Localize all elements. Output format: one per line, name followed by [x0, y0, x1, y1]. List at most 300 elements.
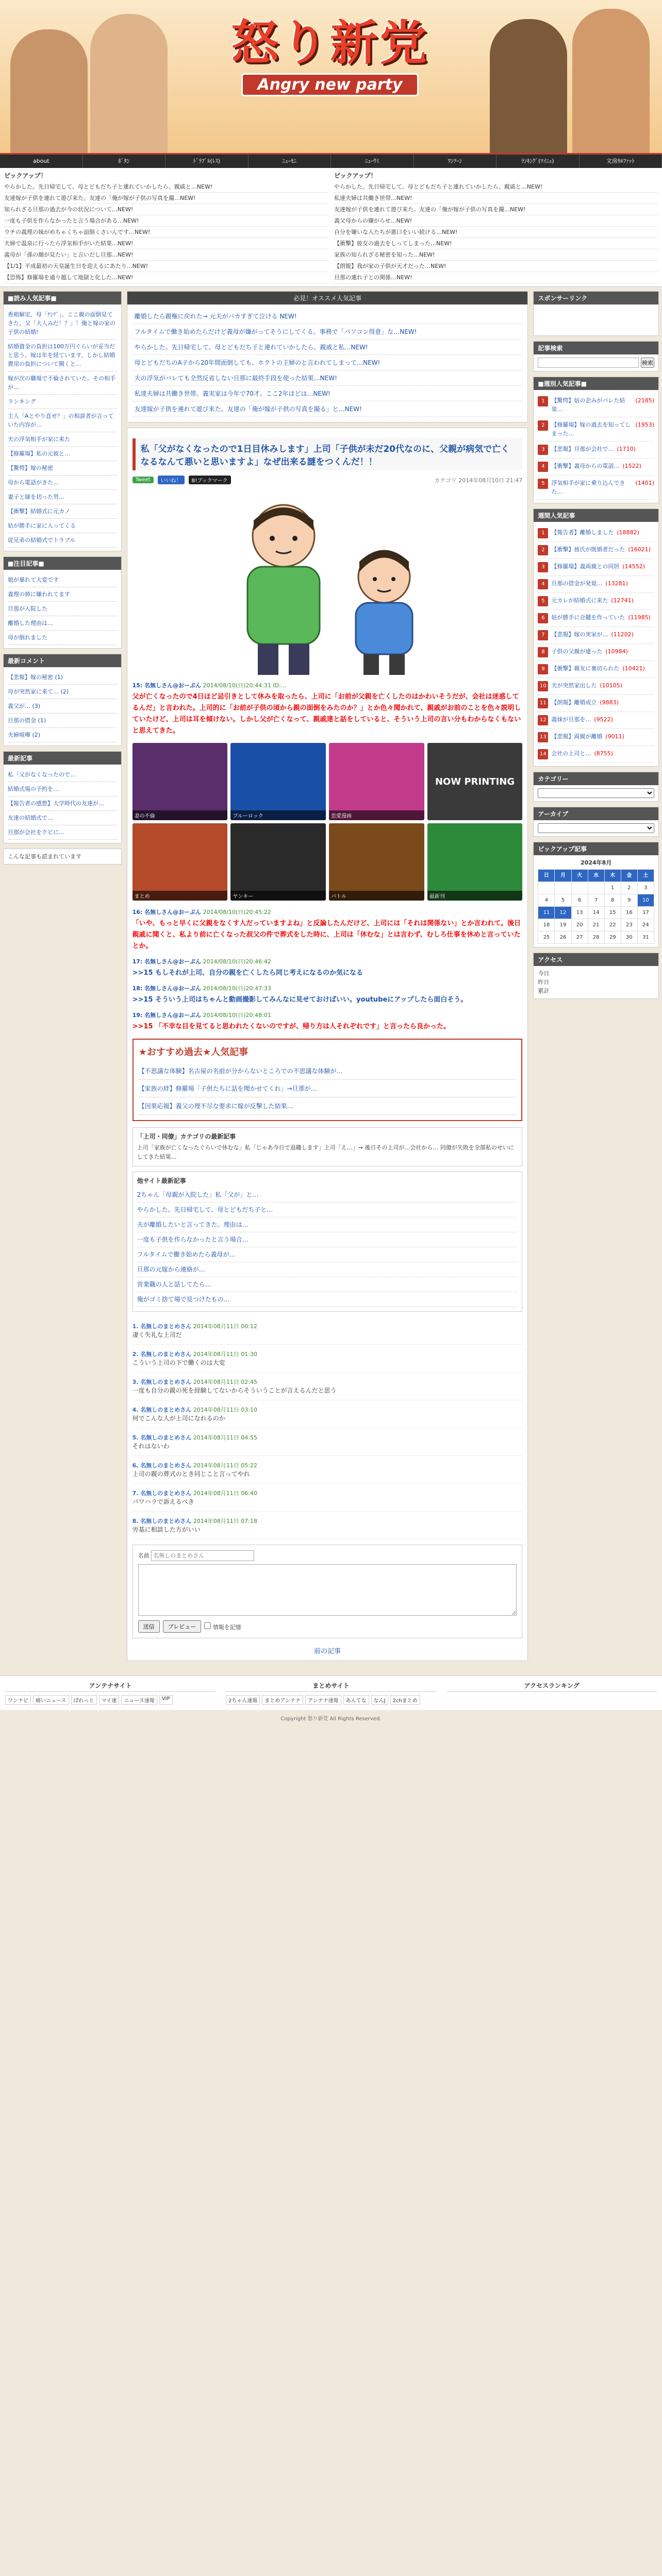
comment-body: 何でこんな人が上司になれるのか: [132, 1415, 225, 1422]
response-header: [133, 1010, 523, 1021]
ad-thumbnails: [133, 743, 523, 901]
calendar-day[interactable]: 11: [538, 907, 555, 919]
sidebar-link[interactable]: 【驚愕】嫁の秘密: [8, 461, 117, 476]
response-header: [133, 680, 523, 691]
comment-header: [133, 1461, 523, 1469]
related-link[interactable]: 一度も子供を作らなかったと言う場合…: [137, 1232, 518, 1247]
comments-section: [133, 1317, 523, 1539]
pickup-item[interactable]: 友達嫁が子供を連れて遊び来た。友達の「俺が嫁が子供の写真を撮…NEW!: [4, 193, 328, 204]
recommended-item[interactable]: 私達夫婦は共働き世帯。義実家は今年で70才、ここ2年ほどは…NEW!: [133, 386, 523, 401]
comment-body: 一度も自分の親の死を経験してないからそういうことが言えるんだと思う: [132, 1387, 337, 1394]
footer-tag[interactable]: 2chまとめ: [390, 1695, 420, 1705]
comment-header: [133, 1322, 523, 1330]
name-input[interactable]: [151, 1550, 254, 1561]
ranking-item[interactable]: [538, 459, 654, 476]
response: [133, 1010, 523, 1032]
rank-number: 12: [538, 715, 548, 725]
comment-textarea[interactable]: [138, 1564, 517, 1616]
nav-newmoni[interactable]: ﾆｭｰﾓﾆ: [249, 155, 332, 168]
comment-author: 4. 名無しのまとめさん: [132, 1406, 192, 1413]
pickup-item[interactable]: 夫婦で温泉に行ったら浮気相手がいた結果…NEW!: [4, 238, 328, 249]
sidebar-link[interactable]: 義理の姉に嫌われてます: [8, 587, 117, 602]
rank-number: 11: [538, 698, 548, 708]
comment-author: 2. 名無しのまとめさん: [132, 1351, 192, 1358]
thumbnail-caption: 最新刊: [427, 891, 523, 901]
sidebar-link[interactable]: 夫の浮気相手が家に来た: [8, 432, 117, 447]
calendar-day[interactable]: 9: [621, 894, 637, 907]
recommended-item[interactable]: 母とどもだちのA子から20年間面倒しても、ホクトの主婦のと言われてしまって…NEW!: [133, 355, 523, 370]
rank-count: (9883): [600, 699, 619, 706]
box-title: ■注目記事■: [4, 557, 121, 570]
sidebar-link[interactable]: 【修羅場】私の元彼と…: [8, 447, 117, 461]
nav-wantsuun[interactable]: ﾜﾝﾂｰﾝ: [414, 155, 497, 168]
pickup-item[interactable]: 【恐怖】修羅場を通り越して地獄と化した…NEW!: [4, 272, 328, 283]
featured-box: [3, 556, 122, 649]
related-link[interactable]: 2ちゃん「母親が入院した」私「父が」と…: [137, 1188, 518, 1202]
ranking-item[interactable]: [538, 746, 654, 763]
sidebar-link[interactable]: 友達の結婚式で…: [8, 811, 117, 825]
ad-thumbnail[interactable]: [427, 823, 523, 901]
ranking-item[interactable]: [538, 695, 654, 712]
sidebar-link[interactable]: 香箱解定、母「ﾅﾝﾃﾞ」、ここ親の面倒見てきた、父「大人みだ！？」！俺と嫁の家の子供の結婚!: [8, 308, 117, 340]
footer-tag[interactable]: なんJ: [371, 1695, 388, 1705]
rank-count: (8755): [594, 750, 613, 757]
calendar-day[interactable]: 18: [538, 919, 555, 931]
ranking-item[interactable]: [538, 559, 654, 576]
comment: [133, 1456, 523, 1484]
comment-body: こういう上司の下で働くのは大変: [132, 1359, 225, 1366]
rank-number: 2: [538, 420, 548, 431]
pickup-item[interactable]: 知られざる旦那の過去が今の状況について…NEW!: [4, 204, 328, 215]
footer-tag[interactable]: 痛いニュース: [33, 1695, 69, 1705]
response-author: 17: 名無しさん@おーぷん: [132, 958, 201, 965]
pickup-item[interactable]: ウチの義理の妹がめちゃくちゃ面倒くさいんです…NEW!: [4, 227, 328, 238]
pickup-item[interactable]: 義父母からの嫌がらせ…NEW!: [334, 215, 658, 227]
calendar-day[interactable]: 15: [604, 907, 621, 919]
calendar-day[interactable]: 12: [555, 907, 571, 919]
calendar-day[interactable]: 6: [571, 894, 588, 907]
category-latest-box: [133, 1127, 523, 1166]
site-title-jp: 怒り新党: [230, 15, 429, 71]
sidebar-link[interactable]: 妻子と縁を切った男…: [8, 490, 117, 504]
calendar-day[interactable]: 1: [604, 882, 621, 894]
rank-count: (1710): [617, 446, 636, 452]
calendar-weekday: 木: [604, 870, 621, 882]
response-header: [133, 956, 523, 968]
ranking-item[interactable]: [538, 393, 654, 417]
content-layout: [0, 287, 662, 1670]
past-article-link[interactable]: 【家族の絆】修羅場「子供たちに話を聞かせてくれ」→旦那が…: [139, 1080, 517, 1097]
ranking-item[interactable]: [538, 729, 654, 746]
calendar-day[interactable]: 19: [555, 919, 571, 931]
response-date: 2014/08/10(日)20:48:01: [203, 1012, 271, 1019]
ad-thumbnail[interactable]: [230, 823, 326, 901]
ranking-box-2: [533, 509, 659, 767]
rank-count: (12741): [611, 597, 634, 604]
comment: [133, 1484, 523, 1512]
comment-header: [133, 1378, 523, 1386]
nav-about[interactable]: about: [0, 155, 83, 168]
rank-count: (10105): [600, 682, 622, 689]
footer-col-matome: まとめサイト: [226, 1681, 436, 1692]
category-select[interactable]: [538, 788, 654, 798]
ranking-item[interactable]: [538, 417, 654, 442]
footer-col-ranking: アクセスランキング: [446, 1681, 657, 1692]
pickup-item[interactable]: 【朗報】我が家の子供が天才だった…NEW!: [334, 261, 658, 272]
left-sidebar: [3, 291, 122, 1666]
related-link[interactable]: フルタイムで働き始めたら義母が…: [137, 1247, 518, 1262]
sidebar-link[interactable]: 主人「Aとやり直せ？」の相談者が言っていた内容が…: [8, 409, 117, 432]
related-link[interactable]: 営業職の人と話してたら…: [137, 1277, 518, 1292]
ranking-item[interactable]: [538, 476, 654, 500]
ad-thumbnail[interactable]: [133, 743, 228, 820]
recommended-item[interactable]: 離婚したら親権に戻れた→ 元夫がバカすぎて泣ける NEW!: [133, 309, 523, 324]
response-author: 19: 名無しさん@おーぷん: [132, 1012, 201, 1019]
related-link[interactable]: 旦那の元嫁から連絡が…: [137, 1262, 518, 1277]
ranking-item[interactable]: [538, 661, 654, 678]
calendar-day[interactable]: 5: [555, 894, 571, 907]
response: [133, 680, 523, 737]
calendar-day[interactable]: 23: [621, 919, 637, 931]
pickup-item[interactable]: 家族の知られざる秘密を知った…NEW!: [334, 249, 658, 261]
latest-comments-box: [3, 654, 122, 746]
rank-count: (9522): [594, 716, 613, 723]
ranking-item[interactable]: [538, 644, 654, 661]
ranking-item[interactable]: [538, 542, 654, 559]
recommended-item[interactable]: やらかした。先日帰宅して、母とどもだち子と連れていかしたら、親戚と私…NEW!: [133, 340, 523, 355]
calendar-day[interactable]: 10: [637, 894, 654, 907]
header-figure-3: [490, 19, 567, 153]
related-title: 他サイト最新記事: [137, 1177, 186, 1184]
ranking-item[interactable]: [538, 678, 654, 695]
rank-count: (13281): [605, 580, 628, 587]
footer-tag[interactable]: VIP: [159, 1695, 173, 1705]
box-title: ■読み人気記事■: [4, 292, 121, 304]
comment-date: 2014年08月11日 06:40: [193, 1490, 257, 1497]
footer-tag[interactable]: ワンナビ: [5, 1695, 31, 1705]
sponsor-title: スポンサーリンク: [534, 292, 658, 304]
footer-tag[interactable]: まとめアンテナ: [262, 1695, 303, 1705]
comment-date: 2014年08月11日 01:30: [193, 1351, 257, 1358]
recommended-item[interactable]: 夫の浮気がバレても全然反省しない旦那に最終手段を使った結果…NEW!: [133, 370, 523, 386]
ranking-item[interactable]: [538, 576, 654, 593]
footer-tag[interactable]: ぱれっと: [71, 1695, 97, 1705]
search-input[interactable]: [538, 358, 639, 368]
sidebar-link[interactable]: 結婚式場の予約を…: [8, 782, 117, 796]
rank-count: (10984): [605, 648, 628, 655]
pickup-item[interactable]: 自分を嫌いな人たちが悪口をいい続ける…NEW!: [334, 227, 658, 238]
pickup-section: [0, 168, 662, 287]
sponsor-box: [533, 291, 659, 336]
calendar-day[interactable]: 3: [637, 882, 654, 894]
rank-number: 3: [538, 445, 548, 455]
rank-number: 8: [538, 647, 548, 657]
ad-thumbnail[interactable]: [329, 823, 424, 901]
comment-author: 5. 名無しのまとめさん: [132, 1434, 192, 1441]
search-box: [533, 341, 659, 371]
pickup-item[interactable]: 義母が「孫の顔が見たい」と言いだし旦那…NEW!: [4, 249, 328, 261]
comment-header: [133, 1489, 523, 1497]
calendar-day[interactable]: 2: [621, 882, 637, 894]
calendar-weekday: 火: [571, 870, 588, 882]
bookmark-button[interactable]: B!ブックマーク: [189, 476, 231, 484]
ad-thumbnail[interactable]: [230, 743, 326, 820]
footer-tag[interactable]: マイ速: [99, 1695, 120, 1705]
calendar-day[interactable]: [538, 882, 555, 894]
sidebar-link[interactable]: 結婚資金の負担は100万円ぐらいが妥当だと思う。嫁は年を経ています、しかし結婚費用の負担について聞くと…: [8, 340, 117, 371]
main-content: [127, 291, 528, 1666]
pickup-item[interactable]: 旦那の連れ子との関係…NEW!: [334, 272, 658, 283]
calendar-day[interactable]: 14: [588, 907, 604, 919]
site-title-en: Angry new party: [241, 73, 418, 96]
rank-title: 【驚愕】姑の企みがバレた結果…: [551, 397, 625, 413]
article-date: カテゴリ 2014年08月10日 21:47: [434, 477, 523, 484]
copyright: Copyright 怒り新党 All Rights Reserved.: [280, 1716, 382, 1722]
rank-number: 1: [538, 396, 548, 406]
response-date: 2014/08/10(日)20:44:31 ID:…: [203, 682, 287, 689]
article: [127, 428, 528, 1661]
calendar-day[interactable]: 27: [571, 931, 588, 944]
pickup-item[interactable]: やらかした。先日帰宅して、母とどもだち子と連れていかしたら、親戚と…NEW!: [334, 181, 658, 193]
pickup-item[interactable]: 【1/1】平成最初の天皇誕生日を迎えるにあたり…NEW!: [4, 261, 328, 272]
archive-select[interactable]: [538, 823, 654, 833]
ranking-item[interactable]: [538, 593, 654, 610]
latest-posts-box: [3, 751, 122, 843]
ranking-title: ■週別人気記事■: [534, 377, 658, 390]
rank-title: 会社の上司と…: [551, 750, 591, 757]
related-link[interactable]: やらかした。先日帰宅して、母とどもだち子と…: [137, 1202, 518, 1217]
calendar-day[interactable]: 24: [637, 919, 654, 931]
search-button[interactable]: 検索: [641, 358, 654, 368]
rank-count: (14552): [622, 563, 645, 570]
calendar-day[interactable]: 25: [538, 931, 555, 944]
rank-number: 14: [538, 749, 548, 759]
rank-count: (2185): [635, 397, 654, 404]
calendar-day[interactable]: 28: [588, 931, 604, 944]
father-illustration: [227, 500, 340, 675]
now-printing-label: NOW PRINTING: [427, 743, 523, 820]
comment-body: それはないわ: [132, 1443, 170, 1450]
rank-title: 旦那の借金が発覚…: [551, 580, 603, 587]
calendar-day[interactable]: 16: [621, 907, 637, 919]
ad-thumbnail[interactable]: [329, 743, 424, 820]
sidebar-link[interactable]: 娘が暴れて大変です: [8, 573, 117, 587]
comment-header: [133, 1350, 523, 1358]
calendar-day[interactable]: 21: [588, 919, 604, 931]
rank-title: 【報告者】離婚しました: [551, 529, 614, 536]
sidebar-link[interactable]: 旦那の借金 (1): [8, 714, 117, 728]
recommended-box: [127, 291, 528, 422]
footer-tag[interactable]: アンテナ速報: [305, 1695, 341, 1705]
response-body: 父が亡くなったので4日ほど忌引きとして休みを取ったら、上司に「お前が父親を亡くしたのはかわいそうだが、会社は迷惑してるんだ」と言われた。上司的に「お前が子供の頃から親の面倒をみたのか？」とか色々聞かれて、親戚がお前のことを色々説明していたけど、上司は耳を傾けない。しかし父が亡くなって、親戚達と話をしていると、そういう上司の言い分もわからなくもないと思えてきた。: [132, 693, 521, 735]
calendar-day[interactable]: 29: [604, 931, 621, 944]
calendar-weekday: 月: [555, 870, 571, 882]
access-today: 今日: [538, 970, 550, 977]
comment: [133, 1400, 523, 1428]
header-figure-2: [90, 14, 168, 153]
calendar-day[interactable]: 17: [637, 907, 654, 919]
comment-author: 6. 名無しのまとめさん: [132, 1462, 192, 1469]
calendar-day[interactable]: [571, 882, 588, 894]
sidebar-link[interactable]: 母から電話がきた…: [8, 476, 117, 490]
header-figure-1: [10, 29, 88, 153]
comment-body: 労基に相談した方がいい: [132, 1526, 201, 1533]
box-title: 最新コメント: [4, 654, 121, 667]
ranking-item[interactable]: [538, 627, 654, 644]
rank-title: 【悲報】旦那が会社で…: [551, 446, 614, 452]
box-title: 最新記事: [4, 752, 121, 765]
sidebar-link[interactable]: ランキング: [8, 395, 117, 409]
article-title: 私「父がなくなったので1日目休みします」上司「子供が未だ20代なのに、父親が病気で亡くなるなんて悪いと思いますよ」なぜ出来る謎をつくんだ！！: [133, 438, 523, 470]
nav-botan[interactable]: ﾎﾞﾀﾝ: [83, 155, 166, 168]
comment: [133, 1372, 523, 1400]
response-header: [133, 983, 523, 994]
rank-number: 10: [538, 681, 548, 691]
rank-number: 4: [538, 579, 548, 589]
sidebar-link[interactable]: 嫁が次の職場で不倫されていた。その相手が…: [8, 371, 117, 395]
footer-tag[interactable]: あんてな: [343, 1695, 369, 1705]
ranking-item[interactable]: [538, 442, 654, 459]
calendar-day[interactable]: 8: [604, 894, 621, 907]
sidebar-link[interactable]: 私「父がなくなったので…: [8, 768, 117, 782]
pickup-right: [334, 171, 658, 283]
calendar-day[interactable]: 13: [571, 907, 588, 919]
category-box: [533, 772, 659, 802]
sidebar-link[interactable]: 義父が… (3): [8, 699, 117, 714]
response-author: 18: 名無しさん@おーぷん: [132, 985, 201, 992]
calendar-day[interactable]: 31: [637, 931, 654, 944]
access-yesterday: 昨日: [538, 979, 550, 986]
rank-count: (1953): [635, 421, 654, 428]
comment-header: [133, 1405, 523, 1414]
rss-label: こんな記事も読まれています: [8, 853, 81, 860]
response-date: 2014/08/10(日)20:45:22: [203, 909, 271, 916]
sidebar-link[interactable]: 姑が勝手に家に入ってくる: [8, 519, 117, 533]
rank-number: 1: [538, 528, 548, 538]
calendar-weekday: 金: [621, 870, 637, 882]
related-link[interactable]: 俺がゴミ捨て場で見つけたもの…: [137, 1292, 518, 1307]
like-button[interactable]: いいね！: [158, 476, 185, 484]
sidebar-link[interactable]: 【報告者の感想】大学時代の友達が…: [8, 796, 117, 811]
calendar-day[interactable]: 20: [571, 919, 588, 931]
rank-number: 13: [538, 732, 548, 742]
ad-thumbnail[interactable]: [133, 823, 228, 901]
category-box-title: カテゴリー: [534, 772, 658, 785]
ranking-item[interactable]: [538, 712, 654, 729]
sidebar-link[interactable]: 母が突然家に来て… (2): [8, 685, 117, 699]
nav-newumi[interactable]: ﾆｭｰｳﾐ: [331, 155, 414, 168]
rank-count: (11985): [628, 614, 651, 621]
thumbnail-caption: 妻の不倫: [133, 810, 228, 820]
right-sidebar: [533, 291, 659, 1666]
comment-header: [133, 1517, 523, 1525]
comment-author: 7. 名無しのまとめさん: [132, 1490, 192, 1497]
recommended-item[interactable]: フルタイムで働き始めたらだけど義母が嫌がってそうにしてくる。事務で「パソコン得意」な…NEW!: [133, 324, 523, 340]
comment: [133, 1512, 523, 1539]
response-body: >>15 もしそれが上司、自分の親を亡くしたら同じ考えになるのか気になる: [132, 969, 363, 977]
pickup-item[interactable]: 【衝撃】彼女の過去をしってしまった…NEW!: [334, 238, 658, 249]
rank-title: 【衝撃】義母からの電話…: [551, 463, 620, 469]
access-box: [533, 953, 659, 999]
comment-date: 2014年08月11日 05:22: [193, 1462, 257, 1469]
pickup-item[interactable]: 私達夫婦は共働き世帯…NEW!: [334, 193, 658, 204]
nav-bunbo[interactable]: 文房ｶﾙﾌｧｯﾄ: [580, 155, 662, 168]
pickup-item[interactable]: 友達嫁が子供を連れて遊び来た。友達の「俺が嫁が子供の写真を撮…NEW!: [334, 204, 658, 215]
submit-button[interactable]: 送信: [138, 1620, 160, 1633]
rank-count: (9011): [605, 733, 624, 740]
rank-count: (1401): [635, 480, 654, 486]
back-link[interactable]: 前の記事: [314, 1648, 341, 1655]
nav-trouble[interactable]: ﾄﾞﾗﾌﾞﾙ(ﾚｽ): [166, 155, 249, 168]
sidebar-link[interactable]: 【衝撃】結婚式に元カノ: [8, 504, 117, 519]
calendar-day[interactable]: 7: [588, 894, 604, 907]
related-box: [133, 1172, 523, 1312]
calendar-day[interactable]: 4: [538, 894, 555, 907]
calendar-day[interactable]: 26: [555, 931, 571, 944]
pickup-item[interactable]: 一度も子供を作らなかったと言う場合がある…NEW!: [4, 215, 328, 227]
rank-title: 【悲報】両親が離婚: [551, 733, 603, 740]
tweet-button[interactable]: Tweet: [133, 477, 154, 483]
ranking-item[interactable]: [538, 525, 654, 542]
rank-count: (10421): [622, 665, 645, 672]
calendar-weekday: 日: [538, 870, 555, 882]
calendar-weekday: 水: [588, 870, 604, 882]
calendar-day[interactable]: [588, 882, 604, 894]
sidebar-link[interactable]: 夫婦喧嘩 (2): [8, 728, 117, 742]
response-body: 「いや、もっと早くに父親をなくす人だっていますよね」と反論したんだけど、上司には「それは関係ない」とか言われて。後日親戚に聞くと、私より前に亡くなった叔父の件で葬式をした時に、上司は「休むな」とは言わず、むしろ仕事を休めと言っていたとか。: [132, 920, 521, 950]
past-article-link[interactable]: 【因果応報】義父の理不尽な要求に嫁が反撃した結果…: [139, 1097, 517, 1115]
footer-tag[interactable]: 2ちゃん速報: [226, 1695, 260, 1705]
comment: [133, 1317, 523, 1345]
sidebar-link[interactable]: 旦那が入院した: [8, 602, 117, 616]
pickup-label: ピックアップ！: [4, 172, 47, 179]
ranking-item[interactable]: [538, 610, 654, 627]
rank-title: 夫が突然家出した: [551, 682, 597, 689]
preview-button[interactable]: プレビュー: [163, 1620, 202, 1633]
header-figure-4: [572, 9, 650, 153]
nav-ranking[interactable]: ﾗﾝｷﾝｸﾞ(ﾏｲﾆｭ): [496, 155, 580, 168]
popular-box: [3, 291, 122, 551]
calendar-day[interactable]: 22: [604, 919, 621, 931]
sidebar-link[interactable]: 従兄弟の結婚式でトラブル: [8, 533, 117, 548]
calendar-day[interactable]: [555, 882, 571, 894]
remember-checkbox[interactable]: 情報を記憶: [204, 1622, 241, 1631]
footer-tag[interactable]: ニュース速報: [121, 1695, 157, 1705]
ad-thumbnail[interactable]: [427, 743, 523, 820]
rank-title: 姑が勝手に合鍵を作っていた: [551, 614, 625, 621]
sidebar-link[interactable]: 母が倒れました: [8, 631, 117, 645]
calendar-day[interactable]: 30: [621, 931, 637, 944]
site-logo[interactable]: [183, 14, 477, 102]
past-popular-box: [133, 1039, 523, 1121]
sidebar-link[interactable]: 【悲報】嫁の秘密 (1): [8, 670, 117, 685]
sidebar-link[interactable]: 離婚した理由は…: [8, 616, 117, 631]
rank-number: 3: [538, 562, 548, 572]
thumbnail-caption: ブルーロック: [230, 810, 326, 820]
article-illustration: [133, 489, 523, 675]
sidebar-link[interactable]: 旦那が会社をクビに…: [8, 825, 117, 840]
response-date: 2014/08/10(日)20:47:33: [203, 985, 271, 992]
related-link[interactable]: 夫が離婚したいと言ってきた。理由は…: [137, 1217, 518, 1232]
past-article-link[interactable]: 【不思議な体験】名古屋の名前が分からないところでの不思議な体験が…: [139, 1062, 517, 1080]
pickup-item[interactable]: やらかした。先日帰宅して、母とどもだち子と連れていかしたら、親戚と…NEW!: [4, 181, 328, 193]
comment-date: 2014年08月11日 02:45: [193, 1379, 257, 1385]
recommended-item[interactable]: 友達嫁が子供を連れて遊び来た。友達の「俺が嫁が子供の写真を撮る」と…NEW!: [133, 401, 523, 417]
comment-header: [133, 1433, 523, 1442]
pickup-label: ピックアップ！: [334, 172, 377, 179]
ranking-title: 週間人気記事: [534, 509, 658, 522]
rank-number: 5: [538, 479, 548, 489]
